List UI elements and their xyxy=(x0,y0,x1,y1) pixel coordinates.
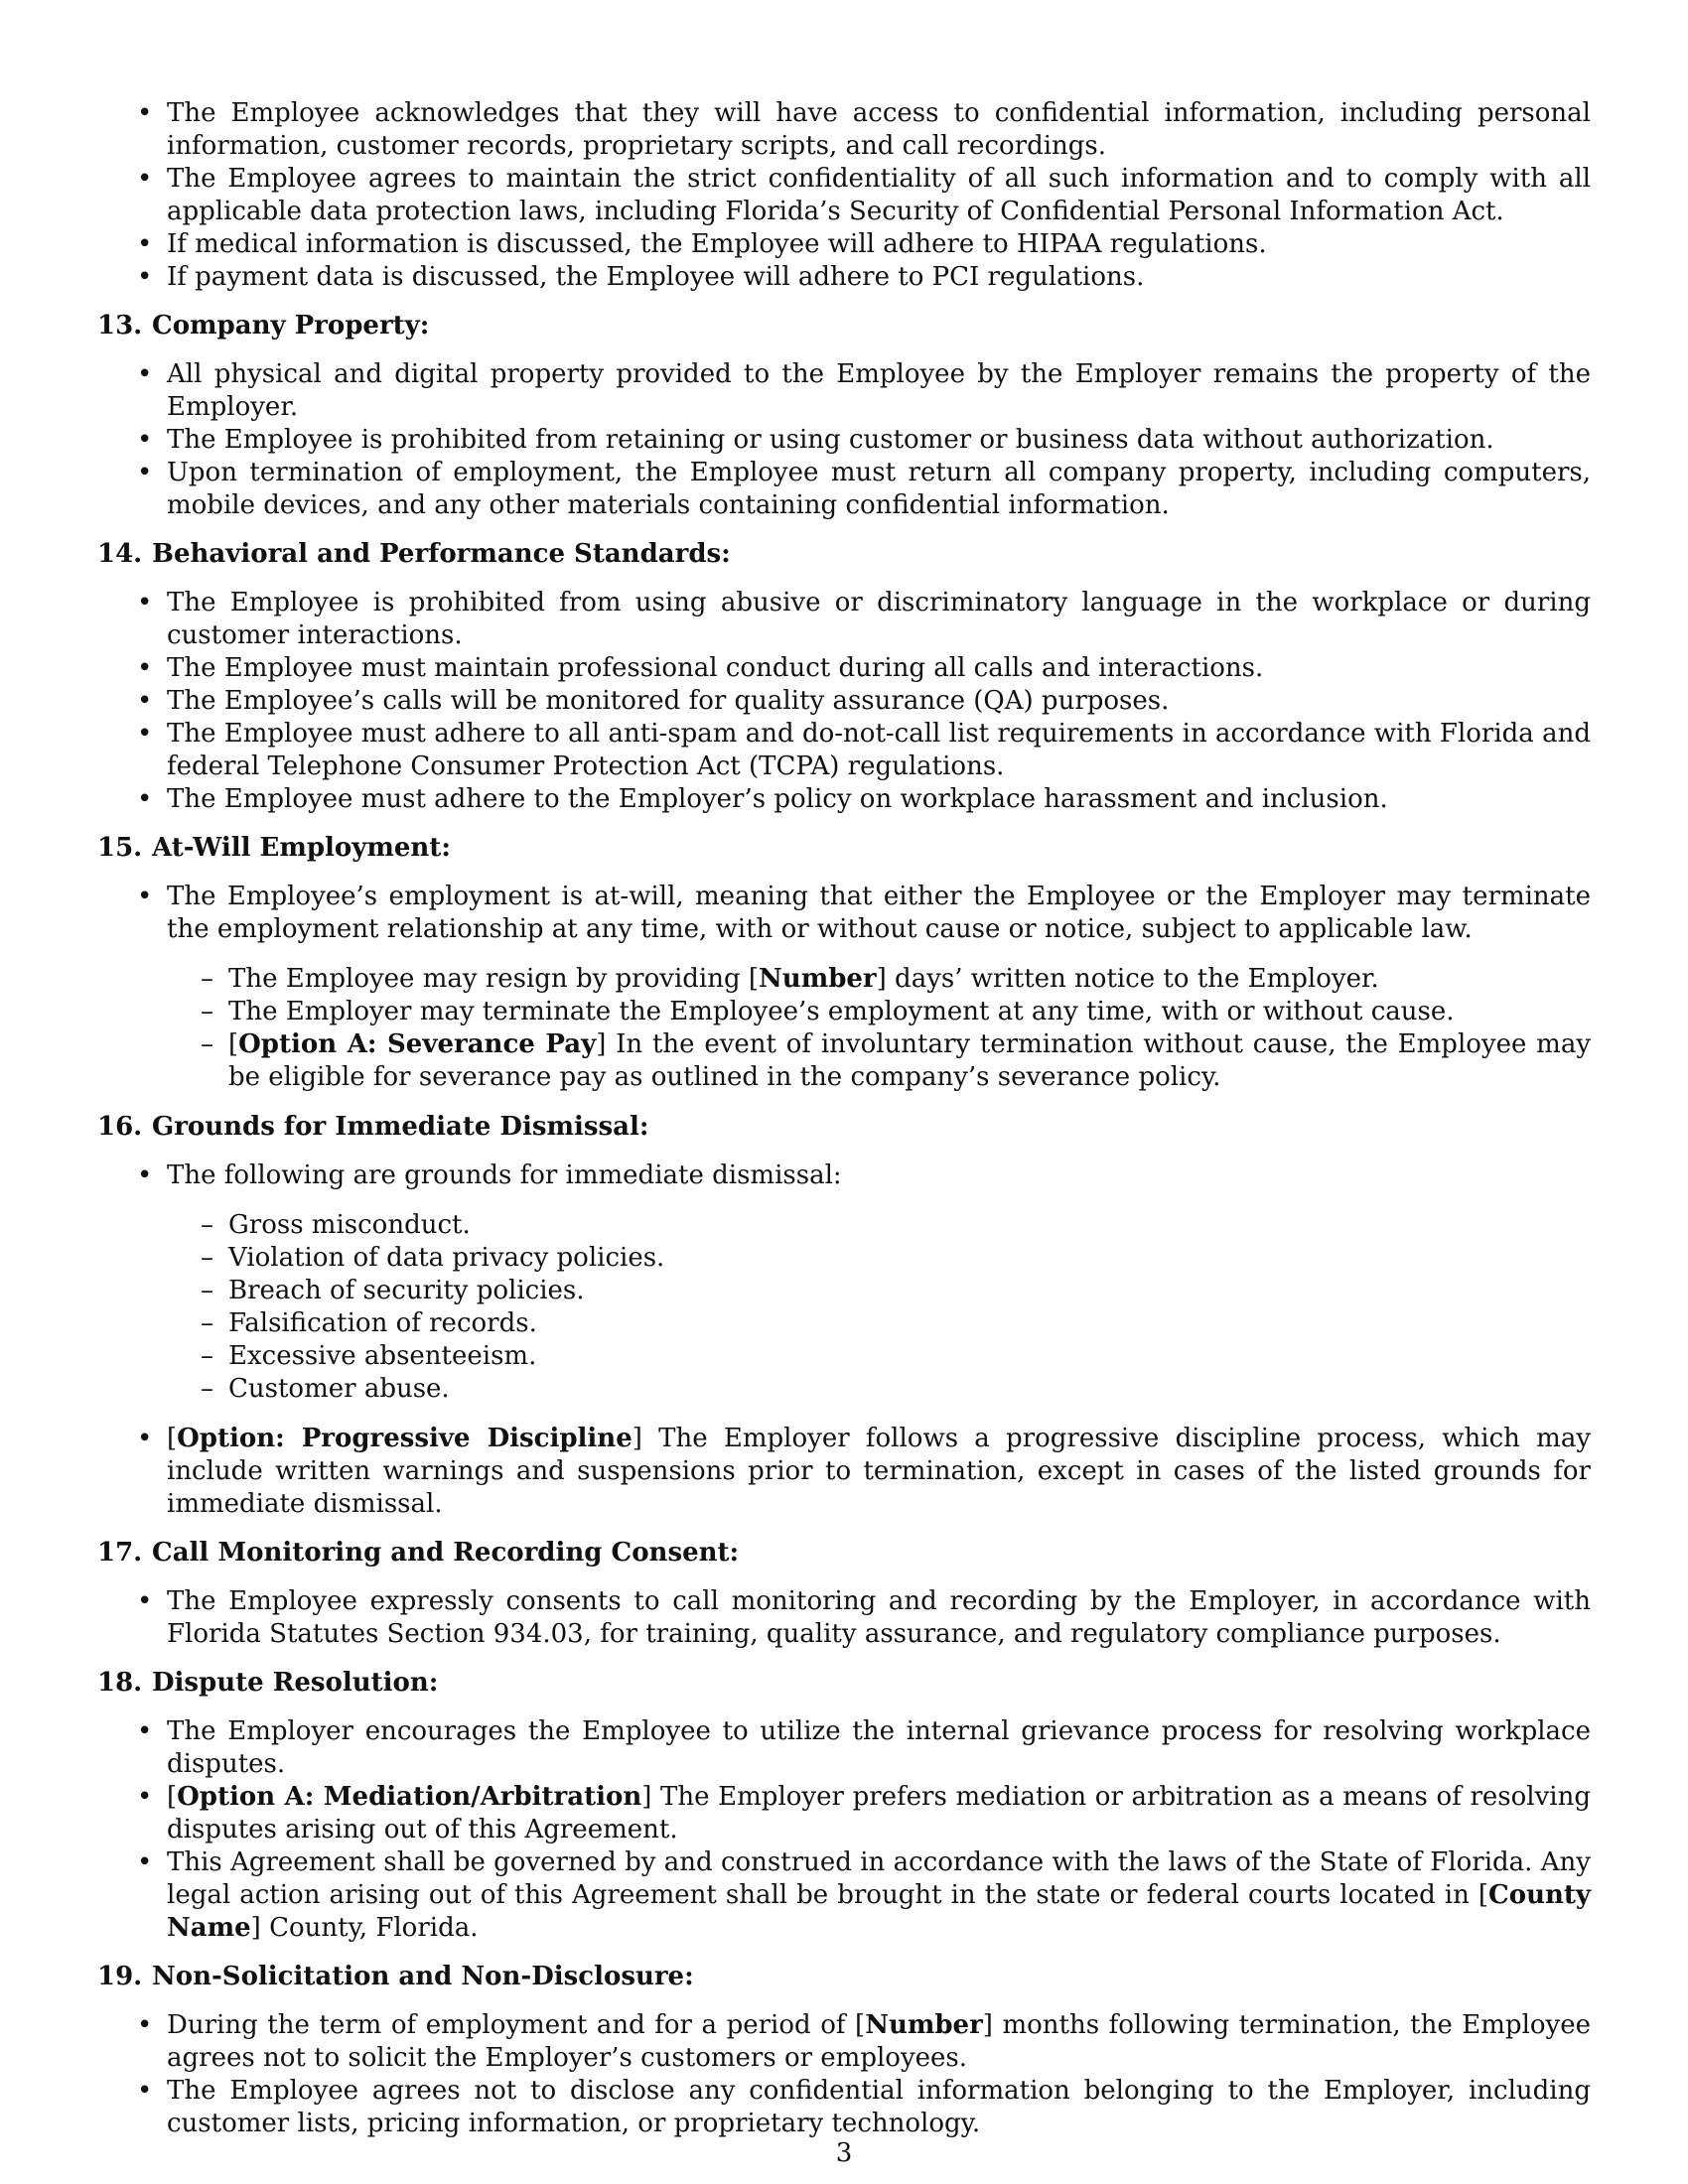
placeholder-field: Number xyxy=(865,2010,983,2040)
text: This Agreement shall be governed by and construed in accordance with the laws of the State of Florida. Any legal action arising out of this Agreement shall be brought in the state or federal courts located in [ xyxy=(167,1847,1591,1910)
list-item-text: The following are grounds for immediate dismissal: xyxy=(167,1160,842,1190)
section-19-bullets xyxy=(97,2009,1591,2140)
list-item: • The Employee agrees not to disclose any confidential information belonging to the Employer, including customer lists, pricing information, or proprietary technology. xyxy=(167,2075,1591,2140)
list-item: • The Employee agrees to maintain the strict confidentiality of all such information and to comply with all applicable data protection laws, including Florida’s Security of Confidential Personal Information Act. xyxy=(167,163,1591,228)
section-number: 15. xyxy=(97,833,143,863)
text: [ xyxy=(167,1424,178,1453)
sub-list-item: – Gross misconduct. xyxy=(228,1209,1591,1242)
text: [ xyxy=(167,1782,178,1812)
text: ] The Employer follows a progressive discipline process, which may include written warnings and suspensions prior to termination, except in cases of the listed grounds for immediate dismissal. xyxy=(167,1424,1592,1519)
sub-list-item: – Excessive absenteeism. xyxy=(228,1340,1591,1373)
confidentiality-bullets xyxy=(97,97,1591,294)
list-item xyxy=(167,881,1591,1094)
section-heading-15 xyxy=(97,832,1591,865)
section-number: 13. xyxy=(97,311,143,341)
section-13-bullets xyxy=(97,358,1591,522)
section-16-bullets xyxy=(97,1160,1591,1521)
list-item xyxy=(167,1781,1591,1846)
text: ] County, Florida. xyxy=(250,1913,479,1943)
section-number: 17. xyxy=(97,1538,143,1568)
section-heading-17 xyxy=(97,1537,1591,1570)
option-label: Option: Progressive Discipline xyxy=(177,1424,633,1453)
text: ] months following termination, the Employee agrees not to solicit the Employer’s customers or employees. xyxy=(167,2010,1591,2073)
section-14-bullets xyxy=(97,587,1591,816)
sub-list-item: – Violation of data privacy policies. xyxy=(228,1242,1591,1275)
text: During the term of employment and for a period of [ xyxy=(167,2010,866,2040)
section-heading-16 xyxy=(97,1111,1591,1144)
option-label: Option A: Mediation/Arbitration xyxy=(177,1782,642,1812)
section-title: Company Property: xyxy=(152,311,430,341)
section-17-bullets xyxy=(97,1585,1591,1651)
list-item: • The Employee is prohibited from using abusive or discriminatory language in the workplace or during customer interactions. xyxy=(167,587,1591,652)
section-title: Behavioral and Performance Standards: xyxy=(152,539,731,569)
list-item xyxy=(167,1423,1591,1521)
text: ] In the event of involuntary termination without cause, the Employee may be eligible for severance pay as outlined in the company’s severance policy. xyxy=(228,1029,1592,1092)
list-item: • Upon termination of employment, the Employee must return all company property, including computers, mobile devices, and any other materials containing confidential information. xyxy=(167,457,1591,522)
section-number: 16. xyxy=(97,1112,143,1142)
section-heading-13 xyxy=(97,310,1591,342)
text: [ xyxy=(228,1029,239,1059)
section-title: Call Monitoring and Recording Consent: xyxy=(152,1538,740,1568)
sub-list-item: – Breach of security policies. xyxy=(228,1275,1591,1307)
sub-list-item xyxy=(228,1028,1591,1094)
section-title: At-Will Employment: xyxy=(152,833,451,863)
list-item: • The Employee’s calls will be monitored for quality assurance (QA) purposes. xyxy=(167,685,1591,718)
list-item: • If medical information is discussed, the Employee will adhere to HIPAA regulations. xyxy=(167,228,1591,261)
section-heading-18 xyxy=(97,1667,1591,1700)
text: ] days’ written notice to the Employer. xyxy=(876,964,1379,994)
list-item xyxy=(167,2009,1591,2075)
list-item xyxy=(167,1846,1591,1945)
text: The Employee may resign by providing [ xyxy=(228,964,760,994)
section-heading-14 xyxy=(97,538,1591,571)
section-title: Grounds for Immediate Dismissal: xyxy=(152,1112,649,1142)
list-item: • The Employee is prohibited from retaining or using customer or business data without authorization. xyxy=(167,424,1591,457)
section-number: 18. xyxy=(97,1668,143,1698)
list-item: • The Employer encourages the Employee to utilize the internal grievance process for resolving workplace disputes. xyxy=(167,1715,1591,1781)
section-title: Non-Solicitation and Non-Disclosure: xyxy=(152,1962,694,1991)
section-18-bullets xyxy=(97,1715,1591,1945)
list-item: • The Employee must adhere to the Employer’s policy on workplace harassment and inclusion. xyxy=(167,783,1591,816)
sub-list xyxy=(167,1209,1591,1406)
sub-list-item: – The Employer may terminate the Employee’s employment at any time, with or without cause. xyxy=(228,996,1591,1028)
placeholder-field: Number xyxy=(759,964,877,994)
list-item: • If payment data is discussed, the Employee will adhere to PCI regulations. xyxy=(167,261,1591,294)
option-label: Option A: Severance Pay xyxy=(238,1029,597,1059)
sub-list xyxy=(167,963,1591,1094)
section-number: 14. xyxy=(97,539,143,569)
placeholder-field: County Name xyxy=(167,1880,1591,1943)
sub-list-item xyxy=(228,963,1591,996)
list-item: • All physical and digital property provided to the Employee by the Employer remains the property of the Employer. xyxy=(167,358,1591,424)
list-item: • The Employee must adhere to all anti-spam and do-not-call list requirements in accordance with Florida and federal Telephone Consumer Protection Act (TCPA) regulations. xyxy=(167,718,1591,783)
list-item xyxy=(167,1160,1591,1406)
text: ] The Employer prefers mediation or arbitration as a means of resolving disputes arising out of this Agreement. xyxy=(167,1782,1591,1844)
sub-list-item: – Customer abuse. xyxy=(228,1373,1591,1406)
sub-list-item: – Falsification of records. xyxy=(228,1307,1591,1340)
list-item: • The Employee acknowledges that they will have access to confidential information, including personal information, customer records, proprietary scripts, and call recordings. xyxy=(167,97,1591,163)
page-number: 3 xyxy=(835,2138,853,2168)
section-15-bullets xyxy=(97,881,1591,1094)
section-heading-19 xyxy=(97,1961,1591,1993)
document-page xyxy=(97,97,1591,2140)
section-number: 19. xyxy=(97,1962,143,1991)
list-item-text: The Employee’s employment is at-will, meaning that either the Employee or the Employer may terminate the employment relationship at any time, with or without cause or notice, subject to applicable law. xyxy=(167,882,1591,944)
list-item: • The Employee expressly consents to call monitoring and recording by the Employer, in accordance with Florida Statutes Section 934.03, for training, quality assurance, and regulatory compliance purposes. xyxy=(167,1585,1591,1651)
section-title: Dispute Resolution: xyxy=(152,1668,439,1698)
list-item: • The Employee must maintain professional conduct during all calls and interactions. xyxy=(167,652,1591,685)
